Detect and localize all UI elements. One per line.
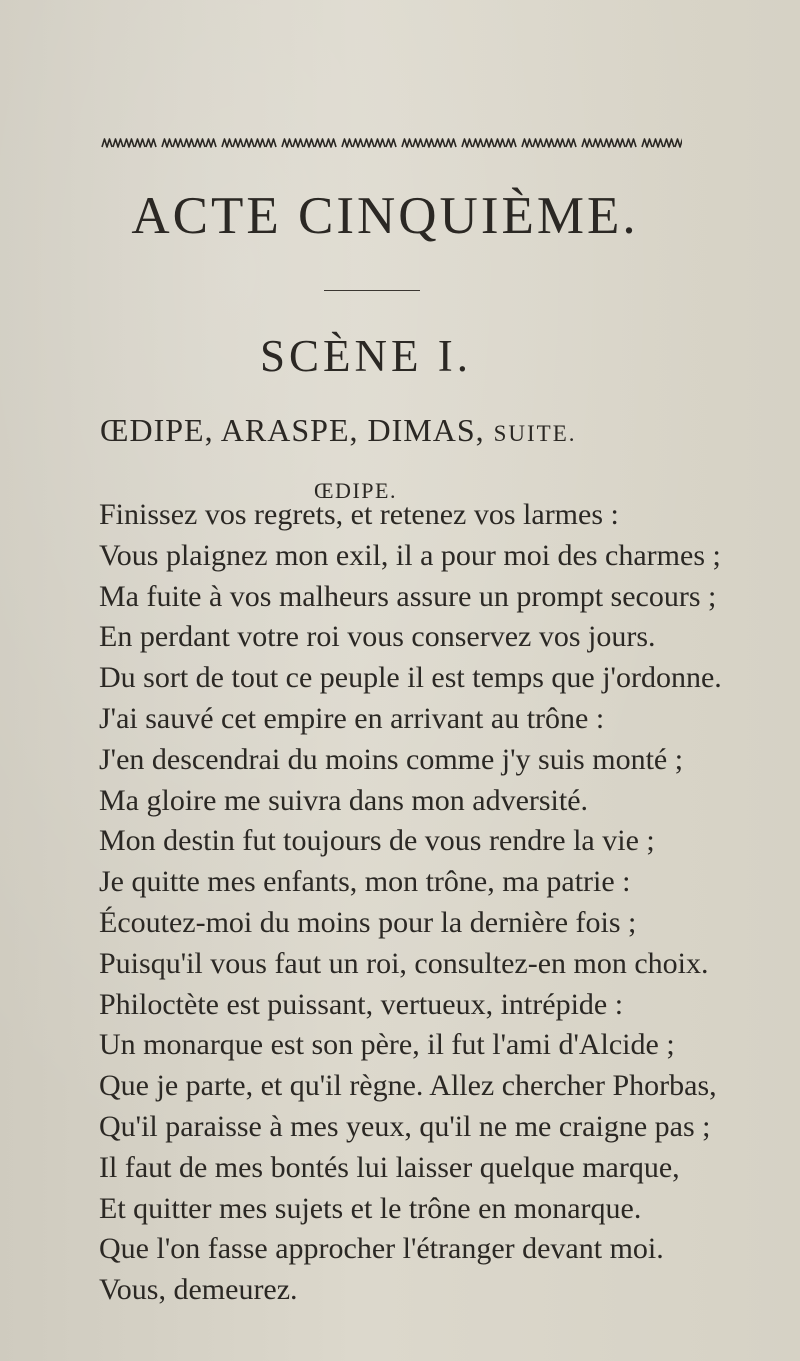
- verse-line: J'en descendrai du moins comme j'y suis monté ;: [99, 742, 684, 776]
- title-divider: [324, 290, 420, 291]
- verse-line: Mon destin fut toujours de vous rendre la vie ;: [99, 824, 655, 858]
- verse-line: Vous, demeurez.: [99, 1273, 298, 1307]
- verse-line: Ma gloire me suivra dans mon adversité.: [99, 783, 589, 817]
- verse-line: Et quitter mes sujets et le trône en monarque.: [99, 1191, 642, 1225]
- verse-line: Du sort de tout ce peuple il est temps que j'ordonne.: [99, 661, 722, 695]
- verse-list: [99, 495, 789, 1311]
- verse-line: Que je parte, et qu'il règne. Allez chercher Phorbas,: [99, 1069, 717, 1103]
- verse-line: Vous plaignez mon exil, il a pour moi des charmes ;: [99, 538, 721, 572]
- verse-line: Que l'on fasse approcher l'étranger devant moi.: [99, 1232, 664, 1266]
- verse-line: Philoctète est puissant, vertueux, intrépide :: [99, 987, 624, 1021]
- verse-line: Ma fuite à vos malheurs assure un prompt secours ;: [99, 579, 717, 613]
- character-names: ŒDIPE, ARASPE, DIMAS,: [100, 412, 485, 448]
- characters-line: [100, 412, 700, 449]
- verse-line: Un monarque est son père, il fut l'ami d'Alcide ;: [99, 1028, 675, 1062]
- verse-line: Il faut de mes bontés lui laisser quelque marque,: [99, 1150, 680, 1184]
- characters-suite: SUITE.: [493, 421, 577, 446]
- speaker-name: ŒDIPE.: [314, 478, 397, 503]
- verse-line: Puisqu'il vous faut un roi, consultez-en mon choix.: [99, 946, 709, 980]
- verse-line: J'ai sauvé cet empire en arrivant au trône :: [99, 701, 605, 735]
- verse-line: Qu'il paraisse à mes yeux, qu'il ne me craigne pas ;: [99, 1109, 711, 1143]
- act-title: ACTE CINQUIÈME.: [131, 187, 639, 245]
- decorative-ornament-band: [100, 136, 682, 150]
- verse-line: Je quitte mes enfants, mon trône, ma patrie :: [99, 865, 631, 899]
- verse-line: Écoutez-moi du moins pour la dernière fois ;: [99, 905, 637, 939]
- verse-line: En perdant votre roi vous conservez vos jours.: [99, 620, 656, 654]
- verse-line: Finissez vos regrets, et retenez vos larmes :: [99, 498, 619, 531]
- scene-title: SCÈNE I.: [260, 331, 472, 381]
